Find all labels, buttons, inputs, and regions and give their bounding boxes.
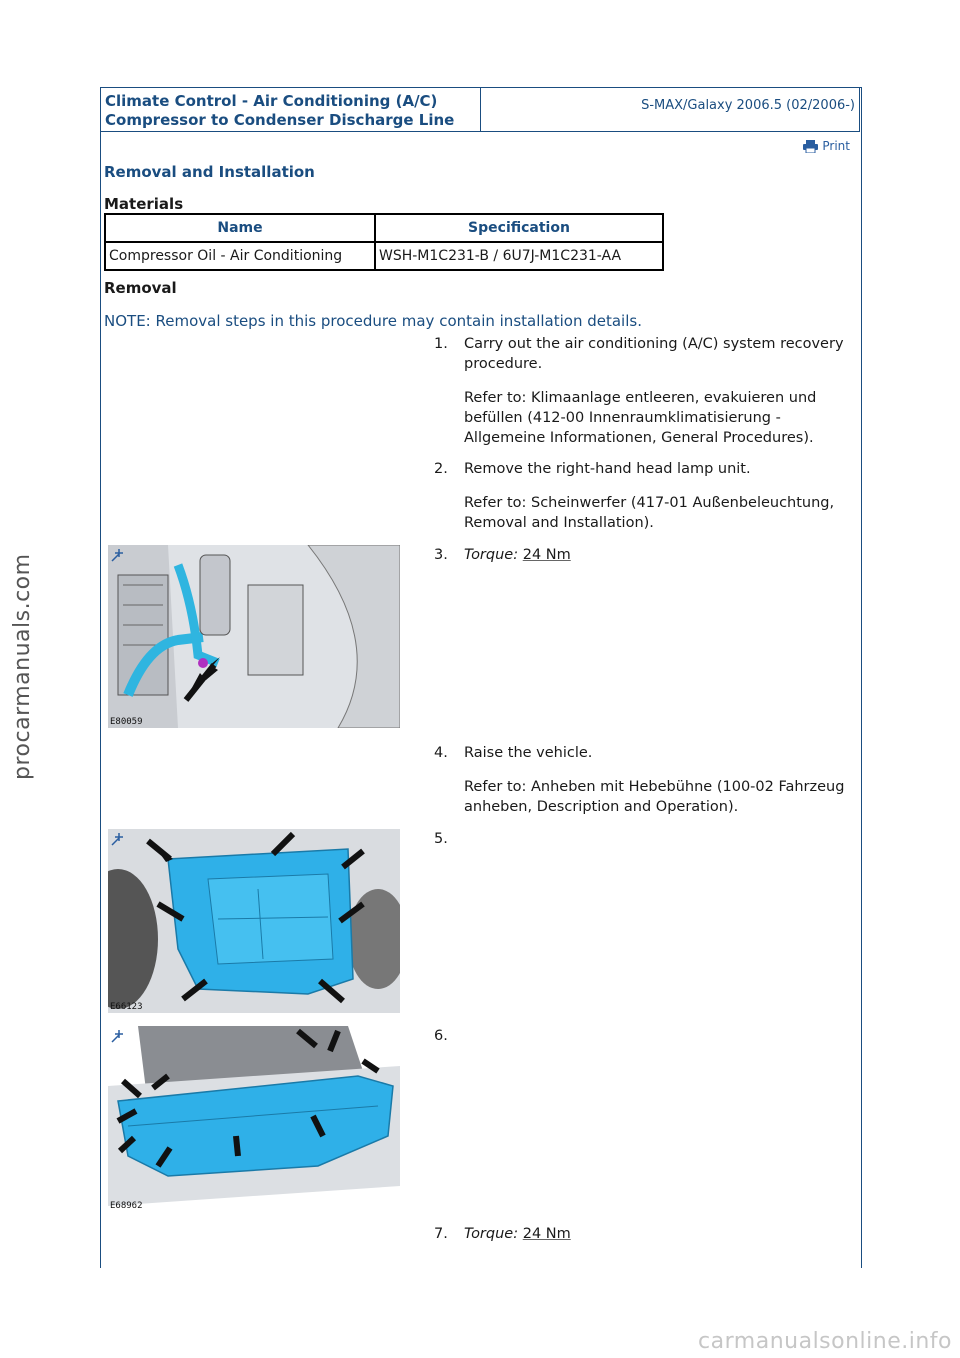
step-number: 1. <box>434 336 448 352</box>
step-7 <box>434 1224 854 1244</box>
step-number: 6. <box>434 1028 448 1044</box>
step-number: 5. <box>434 831 448 847</box>
step-number: 2. <box>434 461 448 477</box>
zoom-icon[interactable] <box>110 547 126 563</box>
figure-e68962[interactable] <box>108 1026 400 1212</box>
watermark-bottom: carmanualsonline.info <box>698 1329 952 1354</box>
torque-value[interactable]: 24 Nm <box>522 547 571 563</box>
torque-value[interactable]: 24 Nm <box>522 1226 571 1242</box>
step-4 <box>434 743 854 817</box>
torque-label: Torque: <box>464 547 519 563</box>
watermark-side: procarmanuals.com <box>10 553 35 780</box>
step-2 <box>434 459 854 533</box>
table-cell-specification: WSH-M1C231-B / 6U7J-M1C231-AA <box>375 242 663 270</box>
document-header <box>100 87 860 132</box>
print-button[interactable] <box>803 139 850 153</box>
section-title: Removal and Installation <box>104 163 315 181</box>
figure-caption: E68962 <box>110 1201 143 1211</box>
removal-heading: Removal <box>104 279 177 297</box>
print-label: Print <box>822 139 850 153</box>
step-text: Remove the right-hand head lamp unit. <box>464 461 751 477</box>
step-torque <box>464 545 854 565</box>
step-1 <box>434 334 854 448</box>
zoom-icon[interactable] <box>110 831 126 847</box>
header-title <box>101 88 481 131</box>
table-header-name: Name <box>105 214 375 242</box>
materials-heading: Materials <box>104 195 184 213</box>
printer-icon <box>803 140 818 153</box>
step-number: 4. <box>434 745 448 761</box>
step-3 <box>434 545 854 565</box>
step-number: 7. <box>434 1226 448 1242</box>
header-title-line1: Climate Control - Air Conditioning (A/C) <box>105 92 438 110</box>
figure-caption: E66123 <box>110 1002 143 1012</box>
step-reference[interactable]: Refer to: Anheben mit Hebebühne (100-02 Fahrzeug anheben, Description and Operation). <box>464 779 845 815</box>
step-number: 3. <box>434 547 448 563</box>
figure-e80059[interactable] <box>108 545 400 728</box>
figure-e66123[interactable] <box>108 829 400 1013</box>
step-reference[interactable]: Refer to: Klimaanlage entleeren, evakuieren und befüllen (412-00 Innenraumklimatisierung - Allgemeine Informationen, General Procedures). <box>464 390 817 446</box>
torque-label: Torque: <box>464 1226 519 1242</box>
table-row <box>105 242 663 270</box>
step-torque <box>464 1224 854 1244</box>
removal-note: NOTE: Removal steps in this procedure may contain installation details. <box>104 312 642 330</box>
bumper-shield-illustration <box>108 1026 400 1212</box>
figure-caption: E80059 <box>110 717 143 727</box>
step-text: Raise the vehicle. <box>464 745 593 761</box>
table-cell-name: Compressor Oil - Air Conditioning <box>105 242 375 270</box>
table-header-specification: Specification <box>375 214 663 242</box>
header-model: S-MAX/Galaxy 2006.5 (02/2006-) <box>641 98 855 113</box>
materials-table <box>104 213 664 271</box>
header-title-line2: Compressor to Condenser Discharge Line <box>105 111 455 129</box>
undershield-illustration <box>108 829 400 1013</box>
step-text: Carry out the air conditioning (A/C) system recovery procedure. <box>464 336 844 372</box>
step-reference[interactable]: Refer to: Scheinwerfer (417-01 Außenbeleuchtung, Removal and Installation). <box>464 495 835 531</box>
zoom-icon[interactable] <box>110 1028 126 1044</box>
engine-bay-illustration <box>108 545 400 728</box>
